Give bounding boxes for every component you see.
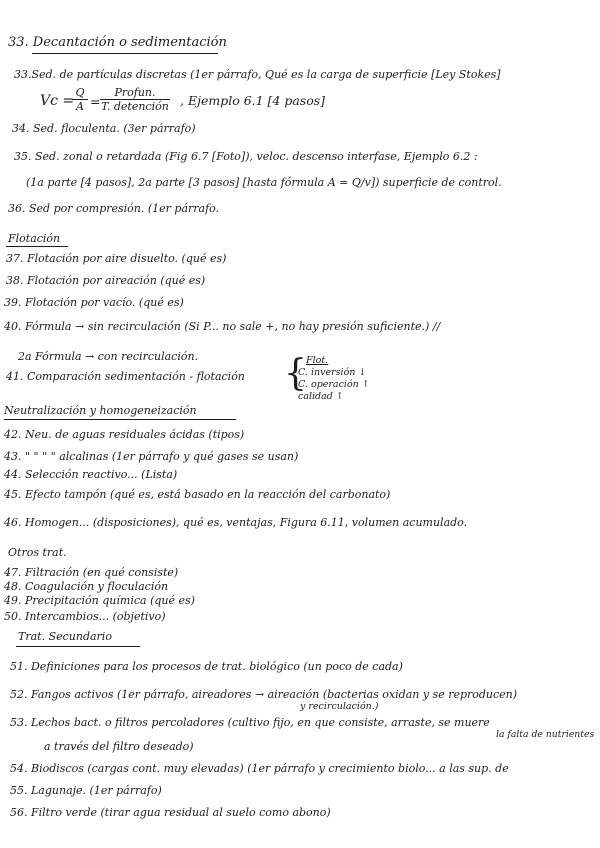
formula-profun-over-tdet — [100, 86, 170, 113]
item-35: 35. Sed. zonal o retardada (Fig 6.7 [Foto]), veloc. descenso interfase, Ejemplo 6.2 : — [14, 150, 478, 163]
item-47: 47. Filtración (en qué consiste) — [4, 566, 179, 579]
item-44: 44. Selección reactivo... (Lista) — [4, 468, 178, 481]
item-34: 34. Sed. floculenta. (3er párrafo) — [12, 122, 196, 135]
formula-q-over-a — [72, 86, 88, 113]
flot-head: Flot. — [306, 355, 329, 366]
formula-equals: = — [90, 94, 101, 109]
section-title-decantacion: 33. Decantación o sedimentación — [8, 35, 227, 50]
frac1-numerator: Q — [75, 86, 85, 99]
item-46: 46. Homogen... (disposiciones), qué es, ventajas, Figura 6.11, volumen acumulado. — [4, 516, 468, 529]
item-53-cont: a través del filtro deseado) — [44, 740, 194, 753]
item-35-cont: (1a parte [4 pasos], 2a parte [3 pasos] [hasta fórmula A = Q/v]) superficie de control. — [26, 176, 502, 189]
item-40-second: 2a Fórmula → con recirculación. — [18, 350, 199, 363]
section-title-otros: Otros trat. — [8, 546, 67, 559]
item-38: 38. Flotación por aireación (qué es) — [6, 274, 206, 287]
formula-vc-label: Vc = — [40, 93, 75, 109]
item-39: 39. Flotación por vacío. (qué es) — [4, 296, 184, 309]
item-52: 52. Fangos activos (1er párrafo, aireadores → aireación (bacterias oxidan y se reproducen) — [10, 688, 518, 701]
flot-operacion: C. operación ↑ — [298, 379, 370, 390]
flot-calidad: calidad ↑ — [298, 391, 344, 402]
item-33: 33.Sed. de partículas discretas (1er párrafo, Qué es la carga de superficie [Ley Stokes] — [14, 68, 501, 81]
item-42: 42. Neu. de aguas residuales ácidas (tipos) — [4, 428, 245, 441]
frac1-denominator: A — [72, 99, 88, 113]
item-50: 50. Intercambios... (objetivo) — [4, 610, 166, 623]
item-43: 43. " " " " alcalinas (1er párrafo y qué gases se usan) — [4, 450, 299, 463]
flot-brace: { — [284, 353, 307, 394]
item-54: 54. Biodiscos (cargas cont. muy elevadas) (1er párrafo y crecimiento biolo... a las sup. de — [10, 762, 509, 775]
frac2-numerator: Profun. — [114, 86, 156, 99]
neutralizacion-underline — [4, 419, 236, 420]
item-49: 49. Precipitación química (qué es) — [4, 594, 195, 607]
title-underline — [32, 53, 218, 54]
section-title-neutralizacion: Neutralización y homogeneización — [4, 404, 197, 417]
section-title-flotacion: Flotación — [8, 232, 61, 245]
item-53: 53. Lechos bact. o filtros percoladores (cultivo fijo, en que consiste, arraste, se muere — [10, 716, 490, 729]
item-41: 41. Comparación sedimentación - flotación — [6, 370, 245, 383]
item-40: 40. Fórmula → sin recirculación (Si P... no sale +, no hay presión suficiente.) // — [4, 320, 441, 333]
frac2-denominator: T. detención — [101, 100, 169, 113]
item-48: 48. Coagulación y floculación — [4, 580, 169, 593]
item-51: 51. Definiciones para los procesos de trat. biológico (un poco de cada) — [10, 660, 403, 673]
item-55: 55. Lagunaje. (1er párrafo) — [10, 784, 162, 797]
secundario-underline — [16, 646, 140, 647]
item-53-note: la falta de nutrientes — [496, 729, 595, 740]
item-52-cont: y recirculación.) — [300, 701, 379, 712]
item-45: 45. Efecto tampón (qué es, está basado en la reacción del carbonato) — [4, 488, 391, 501]
section-title-secundario: Trat. Secundario — [18, 630, 112, 643]
item-36: 36. Sed por compresión. (1er párrafo. — [8, 202, 220, 215]
flotacion-underline — [6, 246, 68, 247]
formula-vc-tail: , Ejemplo 6.1 [4 pasos] — [180, 93, 326, 108]
flot-inversion: C. inversión ↓ — [298, 367, 367, 378]
item-37: 37. Flotación por aire disuelto. (qué es) — [6, 252, 227, 265]
item-56: 56. Filtro verde (tirar agua residual al suelo como abono) — [10, 806, 331, 819]
